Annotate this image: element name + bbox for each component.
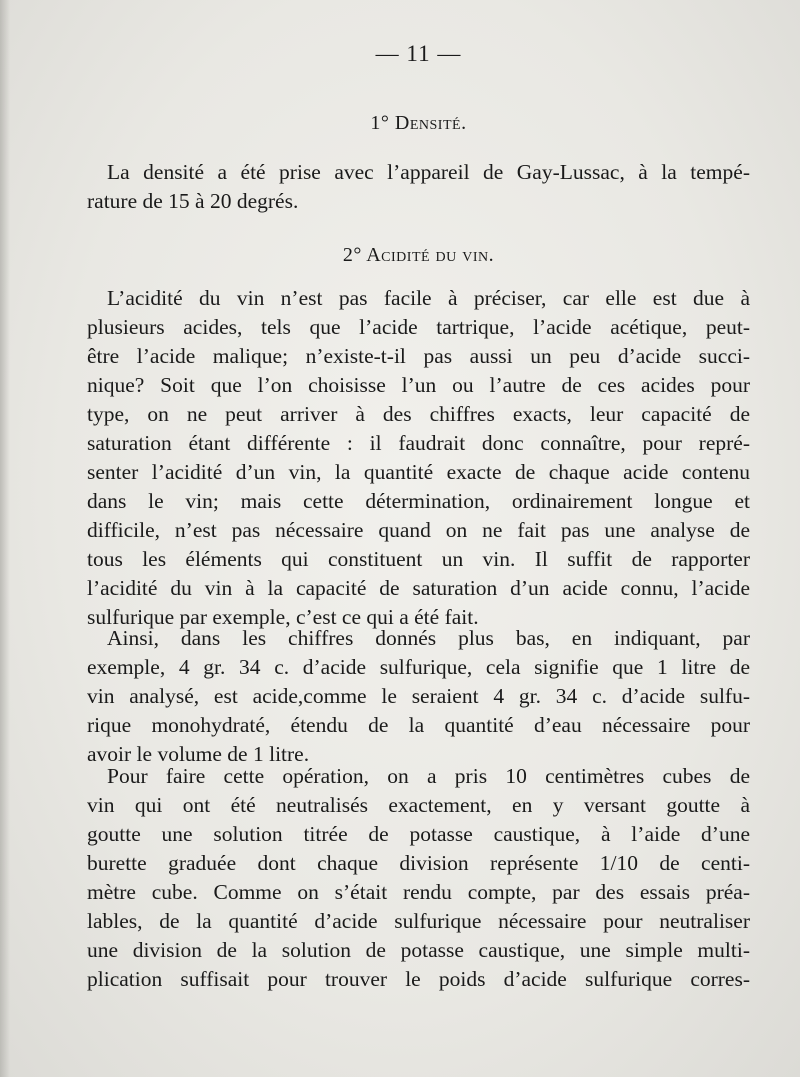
text-line: rature de 15 à 20 degrés.	[87, 189, 299, 213]
text-line: burette graduée dont chaque division représente 1/10 de centi-	[87, 851, 750, 875]
text-line: mètre cube. Comme on s’était rendu compte, par des essais préa-	[87, 880, 750, 904]
section-heading-acidity: 2° Acidité du vin.	[342, 244, 495, 266]
text-line: rique monohydraté, étendu de la quantité d’eau nécessaire pour	[87, 713, 750, 737]
text-line: vin analysé, est acide,comme le seraient 4 gr. 34 c. d’acide sulfu-	[87, 684, 750, 708]
text-line: type, on ne peut arriver à des chiffres exacts, leur capacité de	[87, 402, 750, 426]
text-line: Pour faire cette opération, on a pris 10 centimètres cubes de	[107, 764, 750, 788]
text-line: Ainsi, dans les chiffres donnés plus bas, en indiquant, par	[107, 626, 750, 650]
text-line: senter l’acidité d’un vin, la quantité exacte de chaque acide contenu	[87, 460, 750, 484]
text-line: une division de la solution de potasse caustique, une simple multi-	[87, 938, 750, 962]
text-line: goutte une solution titrée de potasse caustique, à l’aide d’une	[87, 822, 750, 846]
text-line: être l’acide malique; n’existe-t-il pas aussi un peu d’acide succi-	[87, 344, 750, 368]
text-line: exemple, 4 gr. 34 c. d’acide sulfurique, cela signifie que 1 litre de	[87, 655, 750, 679]
text-line: L’acidité du vin n’est pas facile à préciser, car elle est due à	[107, 286, 750, 310]
paragraph-example	[87, 624, 750, 769]
page-number: — 11 —	[375, 41, 462, 66]
text-line: saturation étant différente : il faudrait donc connaître, pour repré-	[87, 431, 750, 455]
text-line: nique? Soit que l’on choisisse l’un ou l’autre de ces acides pour	[87, 373, 750, 397]
text-line: l’acidité du vin à la capacité de saturation d’un acide connu, l’acide	[87, 576, 750, 600]
text-line: tous les éléments qui constituent un vin. Il suffit de rapporter	[87, 547, 750, 571]
page-edge-shadow	[0, 0, 10, 1077]
paragraph-acidity-intro	[87, 284, 750, 632]
section-heading-density: 1° Densité.	[370, 112, 467, 134]
text-line: vin qui ont été neutralisés exactement, en y versant goutte à	[87, 793, 750, 817]
text-line: sulfurique par exemple, c’est ce qui a été fait.	[87, 605, 479, 629]
text-line: plication suffisait pour trouver le poids d’acide sulfurique corres-	[87, 967, 750, 991]
text-line: difficile, n’est pas nécessaire quand on ne fait pas une analyse de	[87, 518, 750, 542]
paragraph-method	[87, 762, 750, 994]
text-line: avoir le volume de 1 litre.	[87, 742, 310, 766]
paragraph-density	[87, 158, 750, 216]
text-line: plusieurs acides, tels que l’acide tartrique, l’acide acétique, peut-	[87, 315, 750, 339]
text-line: dans le vin; mais cette détermination, ordinairement longue et	[87, 489, 750, 513]
text-line: lables, de la quantité d’acide sulfurique nécessaire pour neutraliser	[87, 909, 750, 933]
text-line: La densité a été prise avec l’appareil de Gay-Lussac, à la tempé-	[107, 160, 750, 184]
